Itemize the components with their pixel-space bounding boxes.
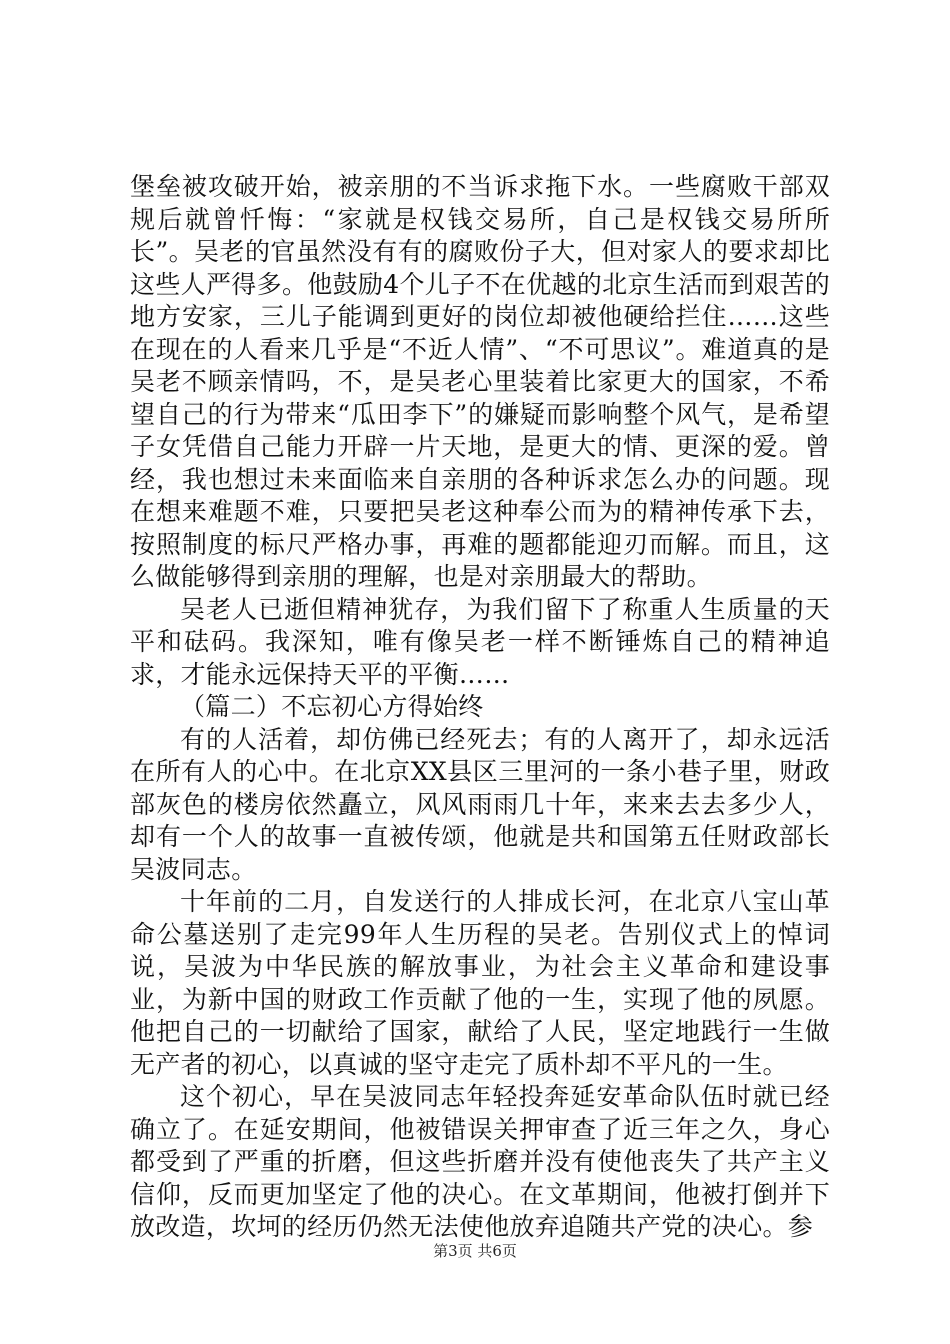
page-footer xyxy=(0,1240,950,1261)
paragraph-5: 这个初心，早在吴波同志年轻投奔延安革命队伍时就已经确立了。在延安期间，他被错误关押审查了近三年之久，身心都受到了严重的折磨，但这些折磨并没有使他丧失了共产主义信仰，反而更加坚定了他的决心。在文革期间，他被打倒并下放改造，坎坷的经历仍然无法使他放弃追随共产党的决心。参 xyxy=(130,1082,830,1241)
paragraph-1: 堡垒被攻破开始，被亲朋的不当诉求拖下水。一些腐败干部双规后就曾忏悔：“家就是权钱交易所，自己是权钱交易所所长”。吴老的官虽然没有有的腐败份子大，但对家人的要求却比这些人严得多。他鼓励4个儿子不在优越的北京生活而到艰苦的地方安家，三儿子能调到更好的岗位却被他硬给拦住……这些在现在的人看来几乎是“不近人情”、“不可思议”。难道真的是吴老不顾亲情吗，不，是吴老心里装着比家更大的国家，不希望自己的行为带来“瓜田李下”的嫌疑而影响整个风气，是希望子女凭借自己能力开辟一片天地，是更大的情、更深的爱。曾经，我也想过未来面临来自亲朋的各种诉求怎么办的问题。现在想来难题不难，只要把吴老这种奉公而为的精神传承下去，按照制度的标尺严格办事，再难的题都能迎刃而解。而且，这么做能够得到亲朋的理解，也是对亲朋最大的帮助。 xyxy=(130,172,830,591)
page-number-label: 第3页 共6页 xyxy=(433,1242,517,1260)
document-body xyxy=(130,171,830,1244)
section-heading: （篇二）不忘初心方得始终 xyxy=(180,692,484,721)
paragraph-2: 吴老人已逝但精神犹存，为我们留下了称重人生质量的天平和砝码。我深知，唯有像吴老一样不断锤炼自己的精神追求，才能永远保持天平的平衡…… xyxy=(130,594,830,689)
paragraph-3: 有的人活着，却仿佛已经死去；有的人离开了，却永远活在所有人的心中。在北京XX县区三里河的一条小巷子里，财政部灰色的楼房依然矗立，风风雨雨几十年，来来去去多少人，却有一个人的故事一直被传颂，他就是共和国第五任财政部长吴波同志。 xyxy=(130,724,830,884)
paragraph-4: 十年前的二月，自发送行的人排成长河，在北京八宝山革命公墓送别了走完99年人生历程的吴老。告别仪式上的悼词说，吴波为中华民族的解放事业，为社会主义革命和建设事业，为新中国的财政工作贡献了他的一生，实现了他的夙愿。他把自己的一切献给了国家，献给了人民，坚定地践行一生做无产者的初心，以真诚的坚守走完了质朴却不平凡的一生。 xyxy=(130,887,830,1079)
